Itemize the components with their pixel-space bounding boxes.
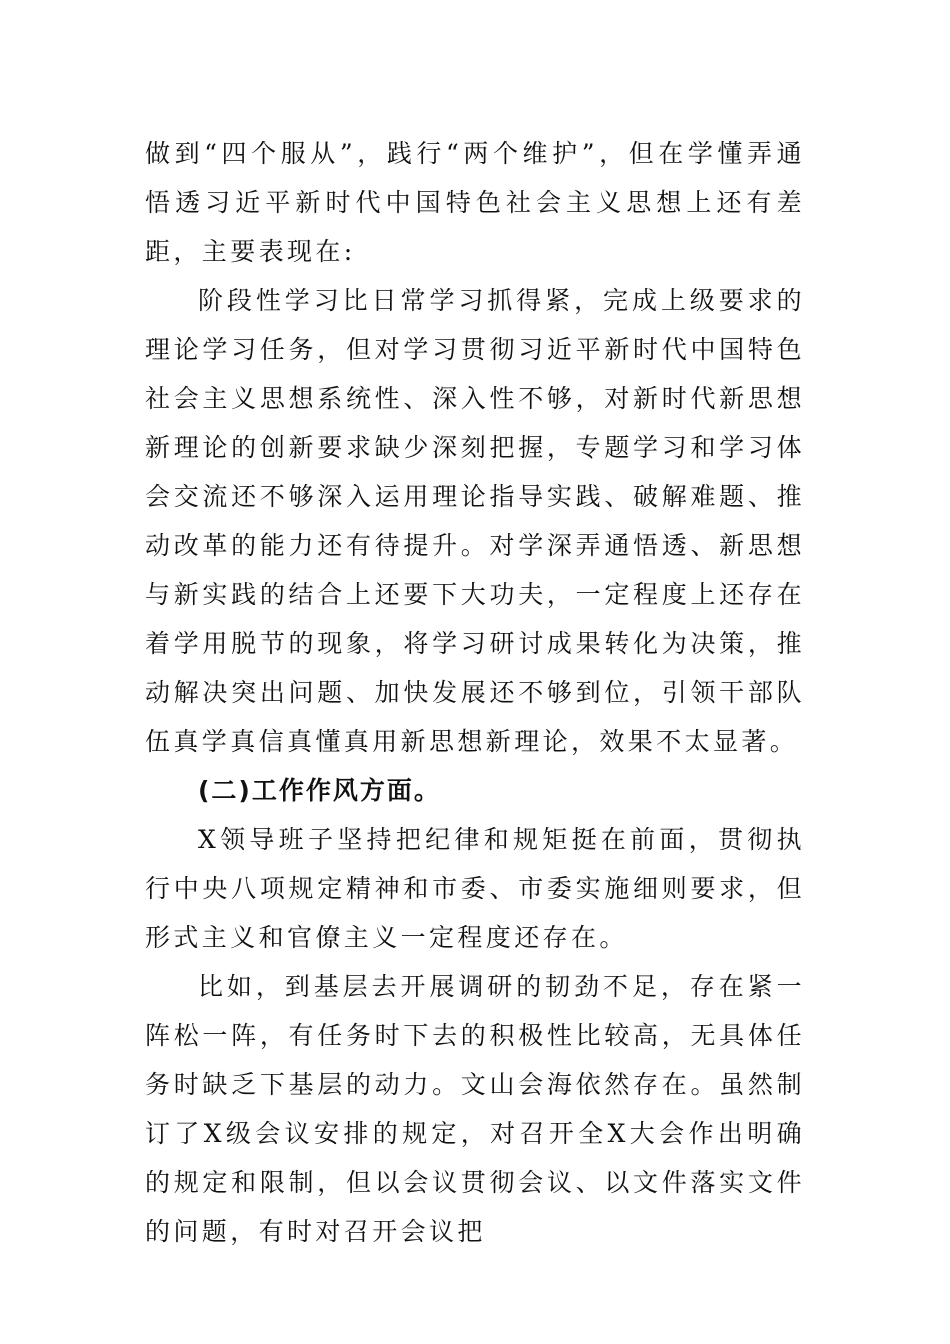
- paragraph-example: 比如，到基层去开展调研的韧劲不足，存在紧一阵松一阵，有任务时下去的积极性比较高，无具体任务时缺乏下基层的动力。文山会海依然存在。虽然制订了X级会议安排的规定，对召开全X大会作出明确的规定和限制，但以会议贯彻会议、以文件落实文件的问题，有时对召开会议把: [145, 972, 805, 1246]
- paragraph-theory-study: 阶段性学习比日常学习抓得紧，完成上级要求的理论学习任务，但对学习贯彻习近平新时代中国特色社会主义思想系统性、深入性不够，对新时代新思想新理论的创新要求缺少深刻把握，专题学习和学习体会交流还不够深入运用理论指导实践、破解难题、推动改革的能力还有待提升。对学深弄通悟透、新思想与新实践的结合上还要下大功夫，一定程度上还存在着学用脱节的现象，将学习研讨成果转化为决策，推动解决突出问题、加快发展还不够到位，引领干部队伍真学真信真懂真用新思想新理论，效果不太显著。: [145, 286, 805, 756]
- document-body: [145, 129, 805, 1256]
- section-heading-work-style: (二)工作作风方面。: [198, 776, 441, 805]
- paragraph-discipline: X领导班子坚持把纪律和规矩挺在前面，贯彻执行中央八项规定精神和市委、市委实施细则要求，但形式主义和官僚主义一定程度还存在。: [145, 825, 805, 952]
- paragraph-continuation: 做到“四个服从”，践行“两个维护”，但在学懂弄通悟透习近平新时代中国特色社会主义思想上还有差距，主要表现在:: [145, 139, 805, 266]
